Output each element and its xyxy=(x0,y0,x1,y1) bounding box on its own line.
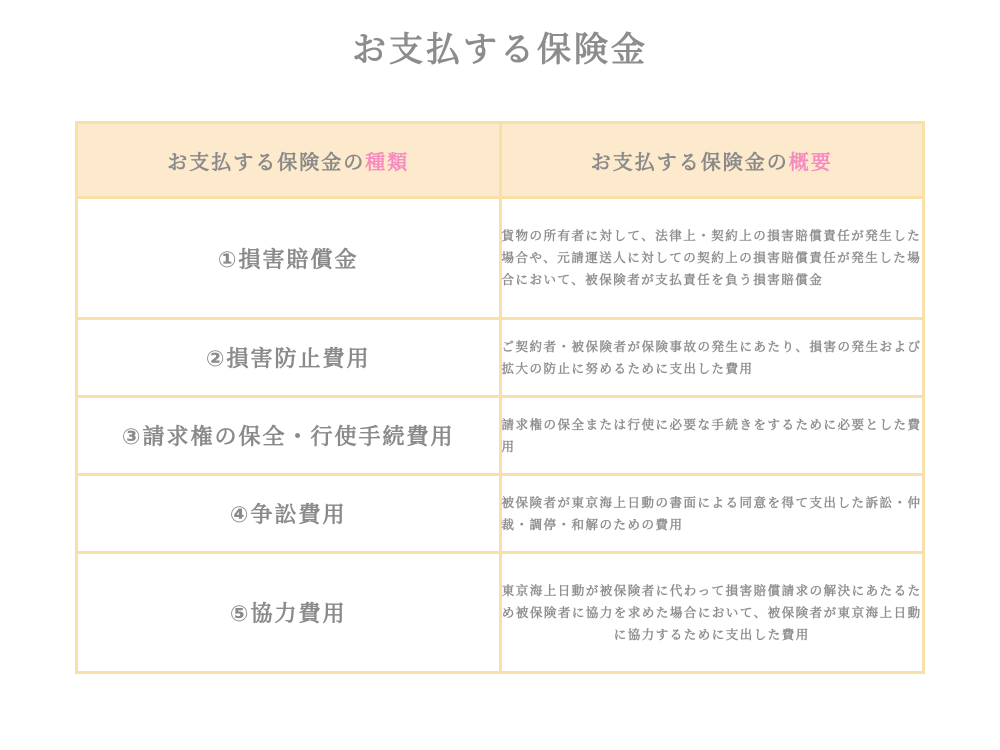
header-summary xyxy=(500,123,924,198)
table-header-row xyxy=(77,123,924,198)
type-cell: ①損害賠償金 xyxy=(77,198,501,319)
summary-cell: ご契約者・被保険者が保険事故の発生にあたり、損害の発生および拡大の防止に努めるために支出した費用 xyxy=(500,319,924,397)
table-row xyxy=(77,397,924,475)
type-cell: ④争訟費用 xyxy=(77,475,501,553)
insurance-table xyxy=(75,121,925,674)
summary-cell: 東京海上日動が被保険者に代わって損害賠償請求の解決にあたるため被保険者に協力を求めた場合において、被保険者が東京海上日動に協力するために支出した費用 xyxy=(500,553,924,673)
summary-cell: 被保険者が東京海上日動の書面による同意を得て支出した訴訟・仲裁・調停・和解のための費用 xyxy=(500,475,924,553)
page-title: お支払する保険金 xyxy=(352,30,648,70)
header-summary-accent: 概要 xyxy=(788,149,833,174)
summary-cell: 貨物の所有者に対して、法律上・契約上の損害賠償責任が発生した場合や、元請運送人に対しての契約上の損害賠償責任が発生した場合において、被保険者が支払責任を負う損害賠償金 xyxy=(500,198,924,319)
table-row xyxy=(77,319,924,397)
header-summary-prefix: お支払する保険金の xyxy=(590,149,789,174)
table-row xyxy=(77,475,924,553)
type-cell: ②損害防止費用 xyxy=(77,319,501,397)
type-cell: ③請求権の保全・行使手続費用 xyxy=(77,397,501,475)
header-type xyxy=(77,123,501,198)
summary-cell: 請求権の保全または行使に必要な手続きをするために必要とした費用 xyxy=(500,397,924,475)
table-row xyxy=(77,198,924,319)
type-cell: ⑤協力費用 xyxy=(77,553,501,673)
header-type-prefix: お支払する保険金の xyxy=(167,149,366,174)
header-type-accent: 種類 xyxy=(365,149,410,174)
table-row xyxy=(77,553,924,673)
